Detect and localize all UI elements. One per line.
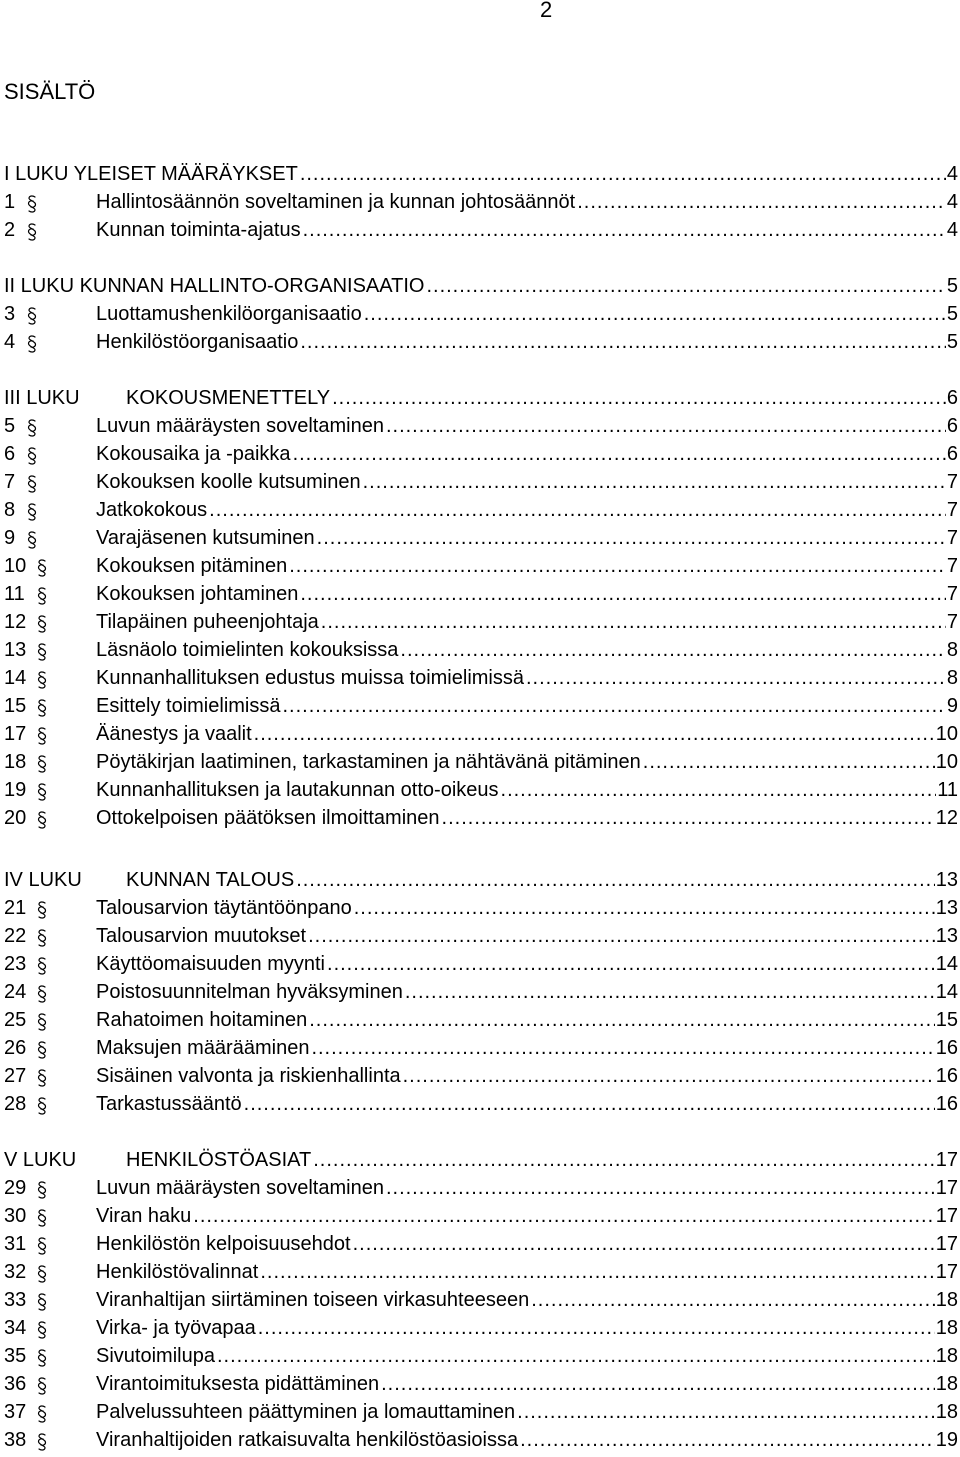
entry-title: Luvun määräysten soveltaminen <box>96 1174 386 1202</box>
entry-number: 32 <box>4 1261 27 1283</box>
entry-page: 17 <box>935 1174 958 1202</box>
section-sign-icon <box>36 957 48 975</box>
entry-title: Jatkokokous <box>96 496 209 524</box>
toc-section-entry <box>4 1258 958 1286</box>
entry-title: Palvelussuhteen päättyminen ja lomauttaminen <box>96 1398 517 1426</box>
section-sign-icon <box>36 929 48 947</box>
entry-page: 4 <box>946 188 958 216</box>
entry-number: 21 <box>4 897 27 919</box>
entry-title: Kokouksen koolle kutsuminen <box>96 468 363 496</box>
entry-number: 9 <box>4 527 16 549</box>
toc-section-entry <box>4 552 958 580</box>
section-sign-icon <box>36 985 48 1003</box>
entry-page: 19 <box>935 1426 958 1454</box>
section-sign-icon <box>36 1041 48 1059</box>
entry-page: 17 <box>935 1258 958 1286</box>
toc-section-entry <box>4 468 958 496</box>
toc-section-entry <box>4 328 958 356</box>
section-sign-icon <box>36 615 48 633</box>
toc-section-entry <box>4 1398 958 1426</box>
entry-page: 14 <box>935 950 958 978</box>
entry-number: 12 <box>4 611 27 633</box>
entry-title: Viran haku <box>96 1202 193 1230</box>
section-sign-icon <box>36 1265 48 1283</box>
entry-page: 7 <box>946 496 958 524</box>
dot-leader <box>426 272 945 300</box>
entry-number: 3 <box>4 303 16 325</box>
entry-page: 17 <box>935 1202 958 1230</box>
entry-number: 22 <box>4 925 27 947</box>
dot-leader <box>526 664 946 692</box>
entry-page: 13 <box>935 894 958 922</box>
entry-number: 4 <box>4 331 16 353</box>
dot-leader <box>282 692 945 720</box>
dot-leader <box>217 1342 935 1370</box>
entry-title: Rahatoimen hoitaminen <box>96 1006 309 1034</box>
entry-page: 17 <box>935 1146 958 1174</box>
dot-leader <box>386 1174 935 1202</box>
toc-chapter-entry <box>4 866 958 894</box>
entry-title: Kokousaika ja -paikka <box>96 440 293 468</box>
dot-leader <box>293 440 946 468</box>
entry-number: 20 <box>4 807 27 829</box>
entry-page: 10 <box>935 748 958 776</box>
entry-page: 7 <box>946 552 958 580</box>
entry-page: 18 <box>935 1398 958 1426</box>
dot-leader <box>244 1090 935 1118</box>
section-sign-icon <box>36 1405 48 1423</box>
toc-section-entry <box>4 1286 958 1314</box>
dot-leader <box>321 608 946 636</box>
dot-leader <box>296 866 935 894</box>
entry-title: Virka- ja työvapaa <box>96 1314 258 1342</box>
section-sign-icon <box>36 1097 48 1115</box>
toc-section-entry <box>4 1202 958 1230</box>
entry-page: 8 <box>946 636 958 664</box>
entry-title: Varajäsenen kutsuminen <box>96 524 317 552</box>
section-sign-icon <box>36 1237 48 1255</box>
dot-leader <box>403 1062 935 1090</box>
toc-chapter-entry <box>4 160 958 188</box>
entry-page: 5 <box>946 272 958 300</box>
section-sign-icon <box>26 335 38 353</box>
dot-leader <box>311 1034 934 1062</box>
entry-page: 7 <box>946 580 958 608</box>
entry-title: KUNNAN TALOUS <box>126 866 296 894</box>
section-sign-icon <box>36 559 48 577</box>
entry-number: 29 <box>4 1177 27 1199</box>
dot-leader <box>300 328 946 356</box>
entry-title: Luottamushenkilöorganisaatio <box>96 300 364 328</box>
toc-section-entry <box>4 524 958 552</box>
entry-page: 13 <box>935 866 958 894</box>
dot-leader <box>364 300 946 328</box>
toc-section-entry <box>4 776 958 804</box>
section-sign-icon <box>26 419 38 437</box>
entry-title: Virantoimituksesta pidättäminen <box>96 1370 381 1398</box>
entry-number: 36 <box>4 1373 27 1395</box>
entry-number: 35 <box>4 1345 27 1367</box>
entry-title: Ottokelpoisen päätöksen ilmoittaminen <box>96 804 442 832</box>
entry-number: 13 <box>4 639 27 661</box>
entry-page: 16 <box>935 1062 958 1090</box>
toc-section-entry <box>4 1370 958 1398</box>
toc-section-entry <box>4 894 958 922</box>
entry-number: 24 <box>4 981 27 1003</box>
section-sign-icon <box>36 1069 48 1087</box>
entry-number: 38 <box>4 1429 27 1451</box>
entry-number: 11 <box>4 583 25 605</box>
section-sign-icon <box>36 587 48 605</box>
entry-page: 6 <box>946 440 958 468</box>
dot-leader <box>313 1146 935 1174</box>
entry-title: Luvun määräysten soveltaminen <box>96 412 386 440</box>
entry-title: KOKOUSMENETTELY <box>126 384 332 412</box>
toc-section-entry <box>4 950 958 978</box>
entry-title: Henkilöstön kelpoisuusehdot <box>96 1230 353 1258</box>
toc-section-entry <box>4 440 958 468</box>
entry-page: 18 <box>935 1342 958 1370</box>
entry-number: 14 <box>4 667 27 689</box>
section-sign-icon <box>36 727 48 745</box>
section-sign-icon <box>36 1349 48 1367</box>
entry-page: 6 <box>946 384 958 412</box>
entry-number: 28 <box>4 1093 27 1115</box>
toc-section-entry <box>4 1006 958 1034</box>
toc-chapter-entry <box>4 384 958 412</box>
toc-section-entry <box>4 412 958 440</box>
section-sign-icon <box>26 307 38 325</box>
dot-leader <box>354 894 935 922</box>
section-sign-icon <box>36 1377 48 1395</box>
entry-title: Tilapäinen puheenjohtaja <box>96 608 321 636</box>
dot-leader <box>258 1314 935 1342</box>
dot-leader <box>442 804 935 832</box>
toc-section-entry <box>4 1090 958 1118</box>
toc-section-entry <box>4 978 958 1006</box>
entry-number: 25 <box>4 1009 27 1031</box>
toc-section-entry <box>4 1342 958 1370</box>
section-sign-icon <box>36 671 48 689</box>
entry-title: Käyttöomaisuuden myynti <box>96 950 327 978</box>
entry-title: Kunnanhallituksen ja lautakunnan otto-oikeus <box>96 776 501 804</box>
dot-leader <box>520 1426 935 1454</box>
entry-number: 19 <box>4 779 27 801</box>
dot-leader <box>531 1286 935 1314</box>
entry-title: Poistosuunnitelman hyväksyminen <box>96 978 405 1006</box>
entry-page: 18 <box>935 1314 958 1342</box>
entry-page: 18 <box>935 1286 958 1314</box>
entry-title: Sivutoimilupa <box>96 1342 217 1370</box>
section-sign-icon <box>26 447 38 465</box>
entry-title: Talousarvion muutokset <box>96 922 308 950</box>
entry-title: Henkilöstöorganisaatio <box>96 328 300 356</box>
dot-leader <box>353 1230 935 1258</box>
entry-number: V LUKU <box>4 1149 77 1171</box>
dot-leader <box>254 720 935 748</box>
entry-title: Pöytäkirjan laatiminen, tarkastaminen ja nähtävänä pitäminen <box>96 748 643 776</box>
entry-title: Viranhaltijoiden ratkaisuvalta henkilöstöasioissa <box>96 1426 520 1454</box>
entry-title: HENKILÖSTÖASIAT <box>126 1146 313 1174</box>
toc-section-entry <box>4 1230 958 1258</box>
dot-leader <box>289 552 946 580</box>
section-sign-icon <box>36 1321 48 1339</box>
entry-title: Sisäinen valvonta ja riskienhallinta <box>96 1062 403 1090</box>
dot-leader <box>327 950 935 978</box>
entry-title: II LUKU KUNNAN HALLINTO-ORGANISAATIO <box>4 272 426 300</box>
section-sign-icon <box>36 1293 48 1311</box>
entry-title: Talousarvion täytäntöönpano <box>96 894 354 922</box>
toc-section-entry <box>4 804 958 832</box>
entry-title: Kokouksen johtaminen <box>96 580 300 608</box>
toc-section-entry <box>4 216 958 244</box>
entry-title: Hallintosäännön soveltaminen ja kunnan johtosäännöt <box>96 188 577 216</box>
dot-leader <box>381 1370 935 1398</box>
section-sign-icon <box>36 755 48 773</box>
dot-leader <box>577 188 946 216</box>
toc-section-entry <box>4 922 958 950</box>
entry-page: 7 <box>946 608 958 636</box>
entry-page: 15 <box>935 1006 958 1034</box>
entry-title: Maksujen määrääminen <box>96 1034 311 1062</box>
entry-title: Tarkastussääntö <box>96 1090 244 1118</box>
section-sign-icon <box>36 643 48 661</box>
toc-section-entry <box>4 748 958 776</box>
entry-title: Äänestys ja vaalit <box>96 720 254 748</box>
toc-section-entry <box>4 608 958 636</box>
entry-page: 17 <box>935 1230 958 1258</box>
entry-title: I LUKU YLEISET MÄÄRÄYKSET <box>4 160 300 188</box>
entry-title: Henkilöstövalinnat <box>96 1258 260 1286</box>
dot-leader <box>405 978 935 1006</box>
entry-page: 10 <box>935 720 958 748</box>
toc-section-entry <box>4 1426 958 1454</box>
entry-number: IV LUKU <box>4 869 82 891</box>
dot-leader <box>300 160 946 188</box>
toc-section-entry <box>4 692 958 720</box>
dot-leader <box>363 468 946 496</box>
dot-leader <box>501 776 937 804</box>
section-sign-icon <box>36 1209 48 1227</box>
entry-page: 5 <box>946 300 958 328</box>
entry-number: 26 <box>4 1037 27 1059</box>
toc-heading: SISÄLTÖ <box>4 79 96 104</box>
entry-number: 34 <box>4 1317 27 1339</box>
toc-section-entry <box>4 188 958 216</box>
toc-section-entry <box>4 580 958 608</box>
entry-title: Läsnäolo toimielinten kokouksissa <box>96 636 400 664</box>
entry-page: 6 <box>946 412 958 440</box>
entry-page: 7 <box>946 524 958 552</box>
dot-leader <box>300 580 946 608</box>
entry-title: Esittely toimielimissä <box>96 692 282 720</box>
toc-section-entry <box>4 1174 958 1202</box>
entry-number: 5 <box>4 415 16 437</box>
dot-leader <box>332 384 946 412</box>
entry-number: 10 <box>4 555 27 577</box>
section-sign-icon <box>26 503 38 521</box>
entry-title: Kunnan toiminta-ajatus <box>96 216 303 244</box>
entry-number: 37 <box>4 1401 27 1423</box>
entry-number: 30 <box>4 1205 27 1227</box>
entry-page: 4 <box>946 216 958 244</box>
entry-page: 9 <box>946 692 958 720</box>
entry-number: 27 <box>4 1065 27 1087</box>
entry-number: 7 <box>4 471 16 493</box>
toc-section-entry <box>4 664 958 692</box>
dot-leader <box>317 524 946 552</box>
dot-leader <box>308 922 935 950</box>
entry-page: 11 <box>936 776 958 804</box>
toc-section-entry <box>4 1034 958 1062</box>
page-number: 2 <box>540 0 553 22</box>
dot-leader <box>309 1006 935 1034</box>
dot-leader <box>209 496 946 524</box>
entry-number: 17 <box>4 723 27 745</box>
entry-title: Viranhaltijan siirtäminen toiseen virkasuhteeseen <box>96 1286 531 1314</box>
dot-leader <box>643 748 935 776</box>
entry-title: Kunnanhallituksen edustus muissa toimielimissä <box>96 664 526 692</box>
entry-page: 4 <box>946 160 958 188</box>
entry-page: 5 <box>946 328 958 356</box>
section-sign-icon <box>36 1433 48 1451</box>
entry-page: 16 <box>935 1034 958 1062</box>
entry-number: III LUKU <box>4 387 80 409</box>
entry-title: Kokouksen pitäminen <box>96 552 289 580</box>
section-sign-icon <box>36 901 48 919</box>
entry-number: 23 <box>4 953 27 975</box>
section-sign-icon <box>26 531 38 549</box>
dot-leader <box>386 412 946 440</box>
entry-number: 18 <box>4 751 27 773</box>
section-sign-icon <box>26 475 38 493</box>
section-sign-icon <box>26 195 38 213</box>
entry-page: 8 <box>946 664 958 692</box>
toc-section-entry <box>4 496 958 524</box>
dot-leader <box>193 1202 934 1230</box>
entry-number: 15 <box>4 695 27 717</box>
entry-page: 13 <box>935 922 958 950</box>
entry-number: 2 <box>4 219 16 241</box>
toc-section-entry <box>4 1314 958 1342</box>
toc-section-entry <box>4 1062 958 1090</box>
toc-chapter-entry <box>4 1146 958 1174</box>
dot-leader <box>303 216 946 244</box>
entry-page: 7 <box>946 468 958 496</box>
dot-leader <box>517 1398 935 1426</box>
entry-number: 6 <box>4 443 16 465</box>
entry-page: 18 <box>935 1370 958 1398</box>
dot-leader <box>260 1258 934 1286</box>
section-sign-icon <box>36 783 48 801</box>
toc-chapter-entry <box>4 272 958 300</box>
section-sign-icon <box>36 1013 48 1031</box>
entry-page: 14 <box>935 978 958 1006</box>
toc-section-entry <box>4 720 958 748</box>
entry-number: 1 <box>4 191 16 213</box>
section-sign-icon <box>26 223 38 241</box>
entry-number: 31 <box>4 1233 27 1255</box>
dot-leader <box>400 636 945 664</box>
entry-page: 16 <box>935 1090 958 1118</box>
toc-section-entry <box>4 636 958 664</box>
entry-number: 8 <box>4 499 16 521</box>
toc-section-entry <box>4 300 958 328</box>
section-sign-icon <box>36 811 48 829</box>
entry-number: 33 <box>4 1289 27 1311</box>
section-sign-icon <box>36 699 48 717</box>
entry-page: 12 <box>935 804 958 832</box>
section-sign-icon <box>36 1181 48 1199</box>
